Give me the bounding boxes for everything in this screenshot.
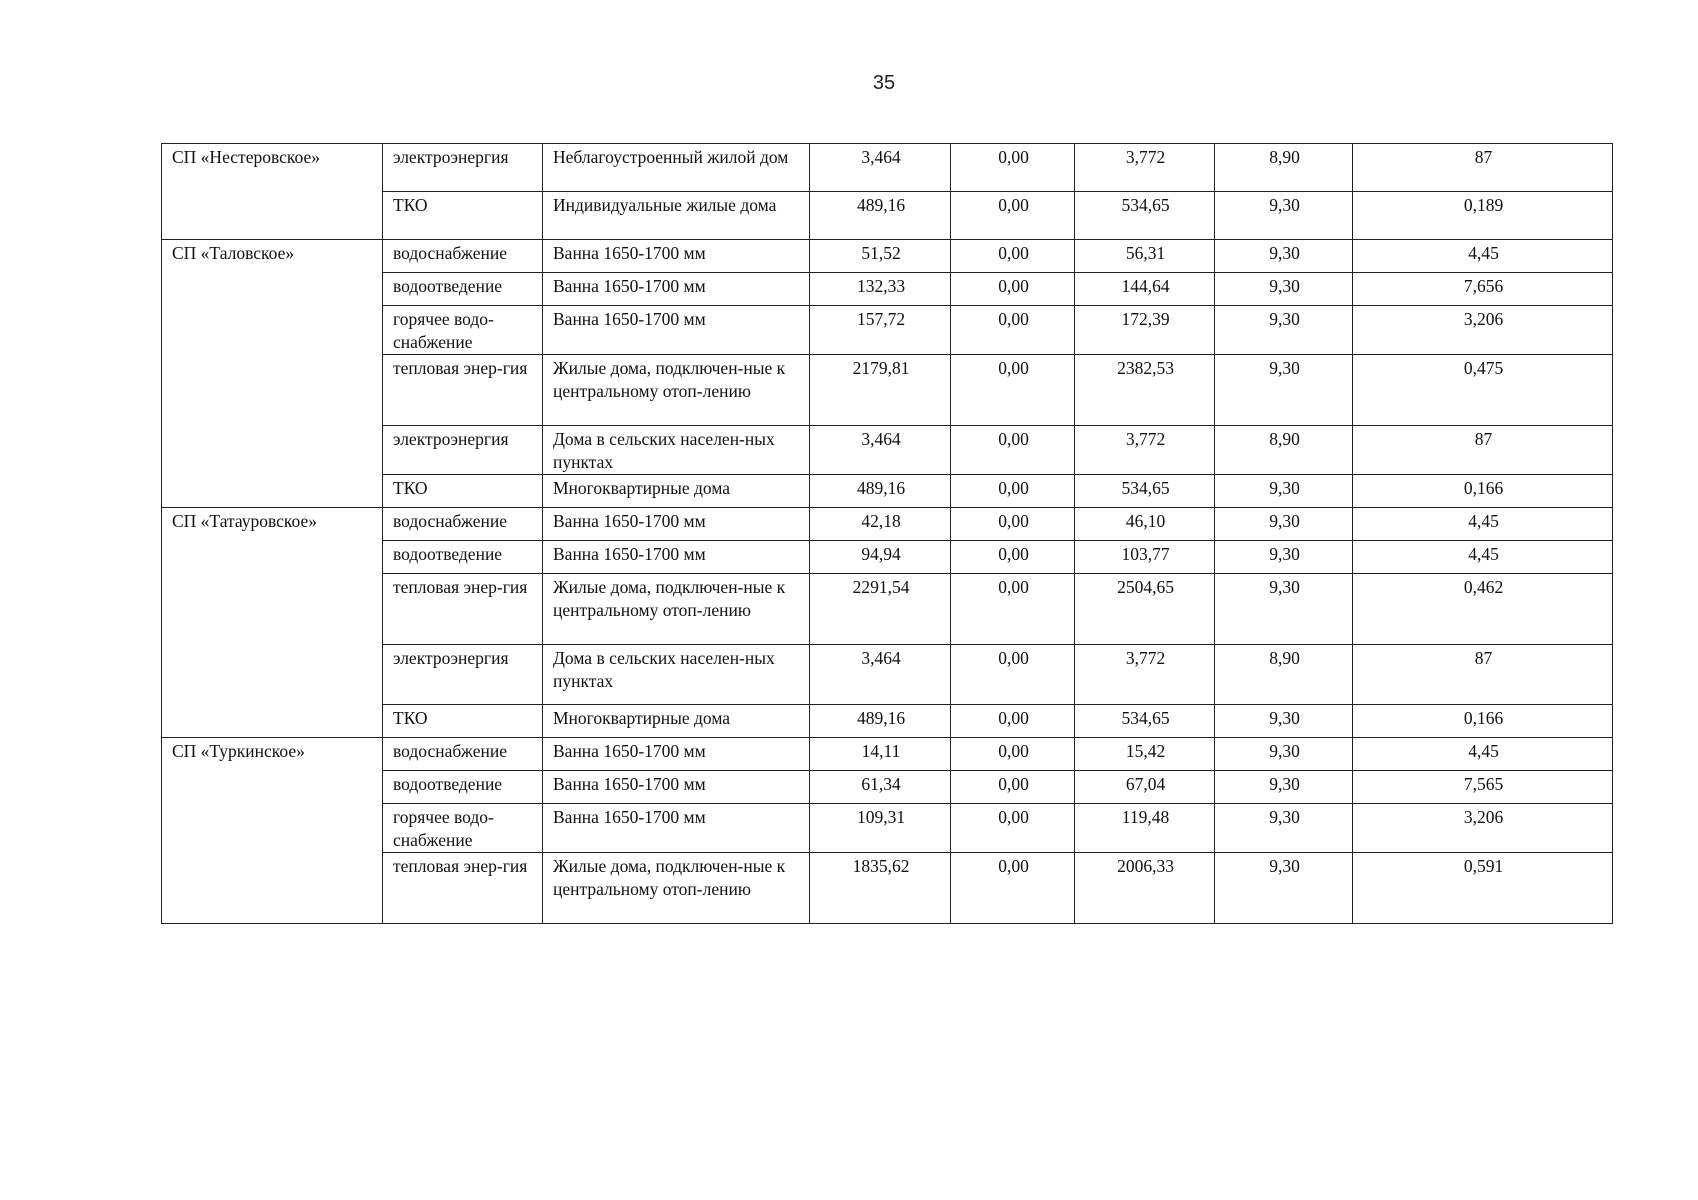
value-cell-5: 4,45 bbox=[1353, 541, 1613, 574]
value-cell-3: 534,65 bbox=[1075, 475, 1215, 508]
value-cell-3: 2382,53 bbox=[1075, 355, 1215, 426]
value-cell-3: 144,64 bbox=[1075, 273, 1215, 306]
value-cell-2: 0,00 bbox=[951, 426, 1075, 475]
category-cell: Ванна 1650-1700 мм bbox=[543, 273, 810, 306]
value-cell-5: 0,475 bbox=[1353, 355, 1613, 426]
value-cell-3: 103,77 bbox=[1075, 541, 1215, 574]
resource-cell: водоотведение bbox=[383, 541, 543, 574]
value-cell-1: 14,11 bbox=[810, 738, 951, 771]
resource-cell: водоснабжение bbox=[383, 508, 543, 541]
value-cell-5: 0,166 bbox=[1353, 705, 1613, 738]
resource-cell: ТКО bbox=[383, 705, 543, 738]
value-cell-2: 0,00 bbox=[951, 475, 1075, 508]
value-cell-1: 51,52 bbox=[810, 240, 951, 273]
category-cell: Ванна 1650-1700 мм bbox=[543, 738, 810, 771]
value-cell-4: 9,30 bbox=[1215, 192, 1353, 240]
value-cell-2: 0,00 bbox=[951, 738, 1075, 771]
value-cell-4: 9,30 bbox=[1215, 738, 1353, 771]
value-cell-5: 0,166 bbox=[1353, 475, 1613, 508]
value-cell-3: 534,65 bbox=[1075, 705, 1215, 738]
value-cell-3: 2504,65 bbox=[1075, 574, 1215, 645]
value-cell-5: 0,189 bbox=[1353, 192, 1613, 240]
value-cell-5: 4,45 bbox=[1353, 738, 1613, 771]
category-cell: Многоквартирные дома bbox=[543, 705, 810, 738]
resource-cell: электроэнергия bbox=[383, 426, 543, 475]
value-cell-1: 489,16 bbox=[810, 475, 951, 508]
value-cell-2: 0,00 bbox=[951, 273, 1075, 306]
value-cell-4: 9,30 bbox=[1215, 508, 1353, 541]
value-cell-5: 4,45 bbox=[1353, 508, 1613, 541]
settlement-name-cell: СП «Нестеровское» bbox=[162, 144, 383, 240]
value-cell-5: 7,565 bbox=[1353, 771, 1613, 804]
value-cell-1: 132,33 bbox=[810, 273, 951, 306]
resource-cell: горячее водо-снабжение bbox=[383, 804, 543, 853]
value-cell-4: 9,30 bbox=[1215, 541, 1353, 574]
value-cell-5: 4,45 bbox=[1353, 240, 1613, 273]
value-cell-3: 46,10 bbox=[1075, 508, 1215, 541]
value-cell-2: 0,00 bbox=[951, 541, 1075, 574]
value-cell-1: 94,94 bbox=[810, 541, 951, 574]
resource-cell: горячее водо-снабжение bbox=[383, 306, 543, 355]
value-cell-2: 0,00 bbox=[951, 144, 1075, 192]
value-cell-4: 9,30 bbox=[1215, 355, 1353, 426]
value-cell-5: 87 bbox=[1353, 426, 1613, 475]
category-cell: Неблагоустроенный жилой дом bbox=[543, 144, 810, 192]
value-cell-4: 9,30 bbox=[1215, 475, 1353, 508]
value-cell-3: 172,39 bbox=[1075, 306, 1215, 355]
value-cell-4: 9,30 bbox=[1215, 240, 1353, 273]
resource-cell: ТКО bbox=[383, 475, 543, 508]
tariff-table bbox=[161, 143, 1613, 924]
value-cell-1: 3,464 bbox=[810, 645, 951, 705]
value-cell-3: 67,04 bbox=[1075, 771, 1215, 804]
value-cell-5: 0,462 bbox=[1353, 574, 1613, 645]
page-number: 35 bbox=[872, 72, 896, 94]
resource-cell: тепловая энер-гия bbox=[383, 355, 543, 426]
value-cell-2: 0,00 bbox=[951, 306, 1075, 355]
value-cell-4: 9,30 bbox=[1215, 804, 1353, 853]
value-cell-1: 489,16 bbox=[810, 705, 951, 738]
settlement-name-cell: СП «Татауровское» bbox=[162, 508, 383, 738]
value-cell-2: 0,00 bbox=[951, 771, 1075, 804]
value-cell-2: 0,00 bbox=[951, 192, 1075, 240]
value-cell-1: 3,464 bbox=[810, 144, 951, 192]
value-cell-4: 9,30 bbox=[1215, 853, 1353, 924]
value-cell-4: 9,30 bbox=[1215, 306, 1353, 355]
value-cell-5: 87 bbox=[1353, 645, 1613, 705]
value-cell-4: 8,90 bbox=[1215, 426, 1353, 475]
value-cell-5: 3,206 bbox=[1353, 804, 1613, 853]
category-cell: Ванна 1650-1700 мм bbox=[543, 240, 810, 273]
value-cell-3: 119,48 bbox=[1075, 804, 1215, 853]
value-cell-1: 489,16 bbox=[810, 192, 951, 240]
resource-cell: водоотведение bbox=[383, 771, 543, 804]
value-cell-3: 3,772 bbox=[1075, 426, 1215, 475]
value-cell-2: 0,00 bbox=[951, 853, 1075, 924]
value-cell-1: 109,31 bbox=[810, 804, 951, 853]
value-cell-4: 9,30 bbox=[1215, 771, 1353, 804]
value-cell-4: 9,30 bbox=[1215, 705, 1353, 738]
value-cell-4: 9,30 bbox=[1215, 273, 1353, 306]
value-cell-3: 15,42 bbox=[1075, 738, 1215, 771]
table-row bbox=[162, 240, 1613, 273]
table-row bbox=[162, 508, 1613, 541]
category-cell: Ванна 1650-1700 мм bbox=[543, 771, 810, 804]
value-cell-3: 3,772 bbox=[1075, 645, 1215, 705]
category-cell: Дома в сельских населен-ных пунктах bbox=[543, 645, 810, 705]
value-cell-2: 0,00 bbox=[951, 240, 1075, 273]
value-cell-1: 157,72 bbox=[810, 306, 951, 355]
value-cell-4: 9,30 bbox=[1215, 574, 1353, 645]
settlement-name-cell: СП «Таловское» bbox=[162, 240, 383, 508]
value-cell-1: 3,464 bbox=[810, 426, 951, 475]
category-cell: Жилые дома, подключен-ные к центральному отоп-лению bbox=[543, 355, 810, 426]
resource-cell: тепловая энер-гия bbox=[383, 853, 543, 924]
value-cell-1: 42,18 bbox=[810, 508, 951, 541]
value-cell-4: 8,90 bbox=[1215, 645, 1353, 705]
category-cell: Ванна 1650-1700 мм bbox=[543, 541, 810, 574]
category-cell: Многоквартирные дома bbox=[543, 475, 810, 508]
table-row bbox=[162, 738, 1613, 771]
value-cell-1: 61,34 bbox=[810, 771, 951, 804]
value-cell-3: 3,772 bbox=[1075, 144, 1215, 192]
category-cell: Жилые дома, подключен-ные к центральному отоп-лению bbox=[543, 574, 810, 645]
value-cell-5: 0,591 bbox=[1353, 853, 1613, 924]
resource-cell: тепловая энер-гия bbox=[383, 574, 543, 645]
resource-cell: водоснабжение bbox=[383, 240, 543, 273]
value-cell-2: 0,00 bbox=[951, 804, 1075, 853]
value-cell-2: 0,00 bbox=[951, 355, 1075, 426]
resource-cell: ТКО bbox=[383, 192, 543, 240]
resource-cell: водоснабжение bbox=[383, 738, 543, 771]
value-cell-5: 7,656 bbox=[1353, 273, 1613, 306]
value-cell-1: 2179,81 bbox=[810, 355, 951, 426]
category-cell: Ванна 1650-1700 мм bbox=[543, 306, 810, 355]
value-cell-2: 0,00 bbox=[951, 508, 1075, 541]
value-cell-3: 56,31 bbox=[1075, 240, 1215, 273]
settlement-name-cell: СП «Туркинское» bbox=[162, 738, 383, 924]
value-cell-5: 87 bbox=[1353, 144, 1613, 192]
value-cell-2: 0,00 bbox=[951, 705, 1075, 738]
resource-cell: электроэнергия bbox=[383, 645, 543, 705]
value-cell-3: 2006,33 bbox=[1075, 853, 1215, 924]
table-body bbox=[162, 144, 1613, 924]
value-cell-1: 2291,54 bbox=[810, 574, 951, 645]
resource-cell: водоотведение bbox=[383, 273, 543, 306]
value-cell-3: 534,65 bbox=[1075, 192, 1215, 240]
value-cell-2: 0,00 bbox=[951, 574, 1075, 645]
table-row bbox=[162, 144, 1613, 192]
value-cell-5: 3,206 bbox=[1353, 306, 1613, 355]
resource-cell: электроэнергия bbox=[383, 144, 543, 192]
category-cell: Индивидуальные жилые дома bbox=[543, 192, 810, 240]
category-cell: Жилые дома, подключен-ные к центральному отоп-лению bbox=[543, 853, 810, 924]
category-cell: Дома в сельских населен-ных пунктах bbox=[543, 426, 810, 475]
value-cell-1: 1835,62 bbox=[810, 853, 951, 924]
value-cell-4: 8,90 bbox=[1215, 144, 1353, 192]
category-cell: Ванна 1650-1700 мм bbox=[543, 804, 810, 853]
value-cell-2: 0,00 bbox=[951, 645, 1075, 705]
category-cell: Ванна 1650-1700 мм bbox=[543, 508, 810, 541]
